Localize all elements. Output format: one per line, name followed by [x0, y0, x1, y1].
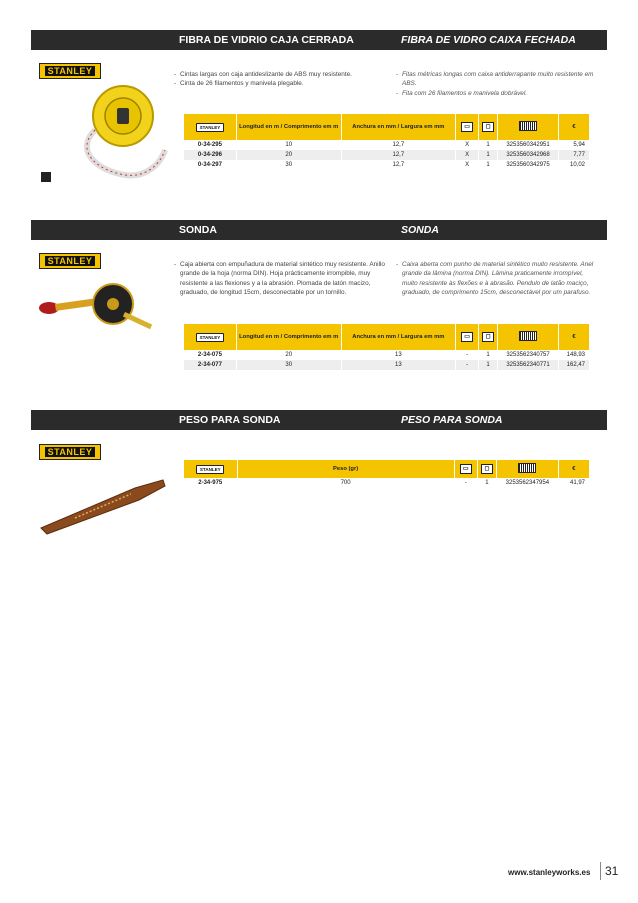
brand-logo [39, 63, 101, 79]
description-line: - Caja abierta con empuñadura de material sintético muy resistente. Anillo grande de la hoja (norma DIN). Hoja prácticamente irrompible, muy resistente a las flexiones y a la abrasión. Plomada de latón macizo, graduado, de longitud 15cm, desconectable por un tornillo. [174, 260, 386, 298]
table-header-row [184, 324, 590, 350]
brand-logo-text: STANLEY [45, 447, 96, 457]
width-cell: 13 [341, 350, 456, 360]
box-icon: ▭ [461, 332, 473, 342]
spec-table [184, 460, 590, 488]
section-header-bar [31, 410, 607, 430]
length-cell: 30 [236, 360, 341, 370]
length-cell: 20 [236, 150, 341, 160]
ean-cell: 3253560342975 [498, 160, 559, 170]
price-cell: 10,02 [559, 160, 590, 170]
width-cell: 12,7 [341, 150, 456, 160]
box-column-header [456, 114, 479, 140]
brand-column-header [184, 324, 236, 350]
width-column-header: Anchura en mm / Largura em mm [341, 324, 456, 350]
section-title-es: FIBRA DE VIDRIO CAJA CERRADA [179, 34, 354, 46]
product-code: 0-34-297 [184, 160, 236, 170]
length-column-header: Longitud en m / Comprimento em m [236, 324, 341, 350]
table-header-row [184, 460, 590, 478]
length-cell: 20 [236, 350, 341, 360]
section-header-bar [31, 220, 607, 240]
description-line: - Cintas largas con caja antideslizante de ABS muy resistente. [174, 70, 384, 79]
table-row [184, 360, 590, 370]
unit-icon: ◻ [481, 464, 493, 474]
brand-logo [39, 444, 101, 460]
sonda-tape-image [35, 272, 165, 352]
price-cell: 7,77 [559, 150, 590, 160]
price-column-header: € [559, 114, 590, 140]
length-cell: 30 [236, 160, 341, 170]
product-code: 2-34-077 [184, 360, 236, 370]
ean-cell: 3253562347954 [497, 478, 559, 488]
description-es [174, 260, 386, 298]
box-column-header [454, 460, 477, 478]
plumb-weight-image [35, 470, 175, 540]
table-row [184, 478, 590, 488]
table-row [184, 140, 590, 150]
unit-column-header [479, 114, 498, 140]
box-cell: - [454, 478, 477, 488]
barcode-column-header [498, 114, 559, 140]
unit-column-header [479, 324, 498, 350]
section-title-es: SONDA [179, 224, 217, 236]
brand-column-header [184, 460, 237, 478]
barcode-icon [519, 331, 537, 341]
qty-cell: 1 [477, 478, 496, 488]
barcode-icon [518, 463, 536, 473]
mini-brand-logo: STANLEY [196, 333, 224, 342]
box-cell: - [456, 350, 479, 360]
spec-table [184, 324, 590, 370]
brand-column-header [184, 114, 236, 140]
spec-table [184, 114, 590, 170]
length-column-header: Longitud en m / Comprimento em m [236, 114, 341, 140]
qty-cell: 1 [479, 160, 498, 170]
page-number: 31 [605, 864, 619, 878]
section-header-bar [31, 30, 607, 50]
box-cell: - [456, 360, 479, 370]
price-cell: 148,93 [558, 350, 589, 360]
description-pt [396, 70, 596, 98]
box-icon: ▭ [461, 122, 473, 132]
width-cell: 12,7 [341, 140, 456, 150]
unit-icon: ◻ [482, 332, 494, 342]
description-pt [396, 260, 596, 298]
barcode-column-header [498, 324, 559, 350]
width-cell: 12,7 [341, 160, 456, 170]
section-title-es: PESO PARA SONDA [179, 414, 281, 426]
mini-brand-logo: STANLEY [196, 465, 224, 474]
width-cell: 13 [341, 360, 456, 370]
box-column-header [456, 324, 479, 350]
ean-cell: 3253560342951 [498, 140, 559, 150]
description-line: - Fita com 26 filamentos e manivela dobrável. [396, 89, 596, 98]
mini-brand-logo: STANLEY [196, 123, 224, 132]
price-cell: 41,97 [558, 478, 589, 488]
weight-cell: 700 [237, 478, 454, 488]
qty-cell: 1 [479, 360, 498, 370]
brand-logo-text: STANLEY [45, 256, 96, 266]
price-column-header: € [558, 460, 589, 478]
product-code: 0-34-296 [184, 150, 236, 160]
length-cell: 10 [236, 140, 341, 150]
ean-cell: 3253560342968 [498, 150, 559, 160]
qty-cell: 1 [479, 150, 498, 160]
weight-column-header: Peso (gr) [237, 460, 454, 478]
fiberglass-tape-image [35, 80, 175, 190]
ean-cell: 3253562340757 [498, 350, 559, 360]
description-line: - Caixa aberta com punho de material sintético muito resistente. Anel grande da lâmina (norma DIN). Lâmina praticamente irrompível, muito resistente às flexões e à abrasão. Pendulo de latão maciço, graduado, de comprimento 15cm, desconectável por um parafuso. [396, 260, 596, 298]
section-title-pt: FIBRA DE VIDRO CAIXA FECHADA [401, 34, 576, 46]
unit-column-header [477, 460, 496, 478]
description-line: - Cinta de 26 filamentos y manivela plegable. [174, 79, 384, 88]
description-es [174, 70, 384, 89]
brand-logo-text: STANLEY [45, 66, 96, 76]
section-title-pt: PESO PARA SONDA [401, 414, 503, 426]
product-code: 0-34-295 [184, 140, 236, 150]
price-cell: 162,47 [558, 360, 589, 370]
barcode-icon [519, 121, 537, 131]
width-column-header: Anchura en mm / Largura em mm [341, 114, 456, 140]
product-code: 2-34-975 [184, 478, 237, 488]
barcode-column-header [497, 460, 559, 478]
box-cell: X [456, 140, 479, 150]
unit-icon: ◻ [482, 122, 494, 132]
description-line: - Fitas métricas longas com caixa antiderrapante muito resistente em ABS. [396, 70, 596, 89]
price-cell: 5,94 [559, 140, 590, 150]
website-link[interactable]: www.stanleyworks.es [508, 868, 591, 877]
product-code: 2-34-075 [184, 350, 236, 360]
qty-cell: 1 [479, 350, 498, 360]
table-row [184, 150, 590, 160]
footer-divider [600, 862, 601, 880]
section-title-pt: SONDA [401, 224, 439, 236]
box-cell: X [456, 160, 479, 170]
table-row [184, 160, 590, 170]
table-row [184, 350, 590, 360]
price-column-header: € [558, 324, 589, 350]
qty-cell: 1 [479, 140, 498, 150]
ean-cell: 3253562340771 [498, 360, 559, 370]
box-cell: X [456, 150, 479, 160]
brand-logo [39, 253, 101, 269]
box-icon: ▭ [460, 464, 472, 474]
table-header-row [184, 114, 590, 140]
